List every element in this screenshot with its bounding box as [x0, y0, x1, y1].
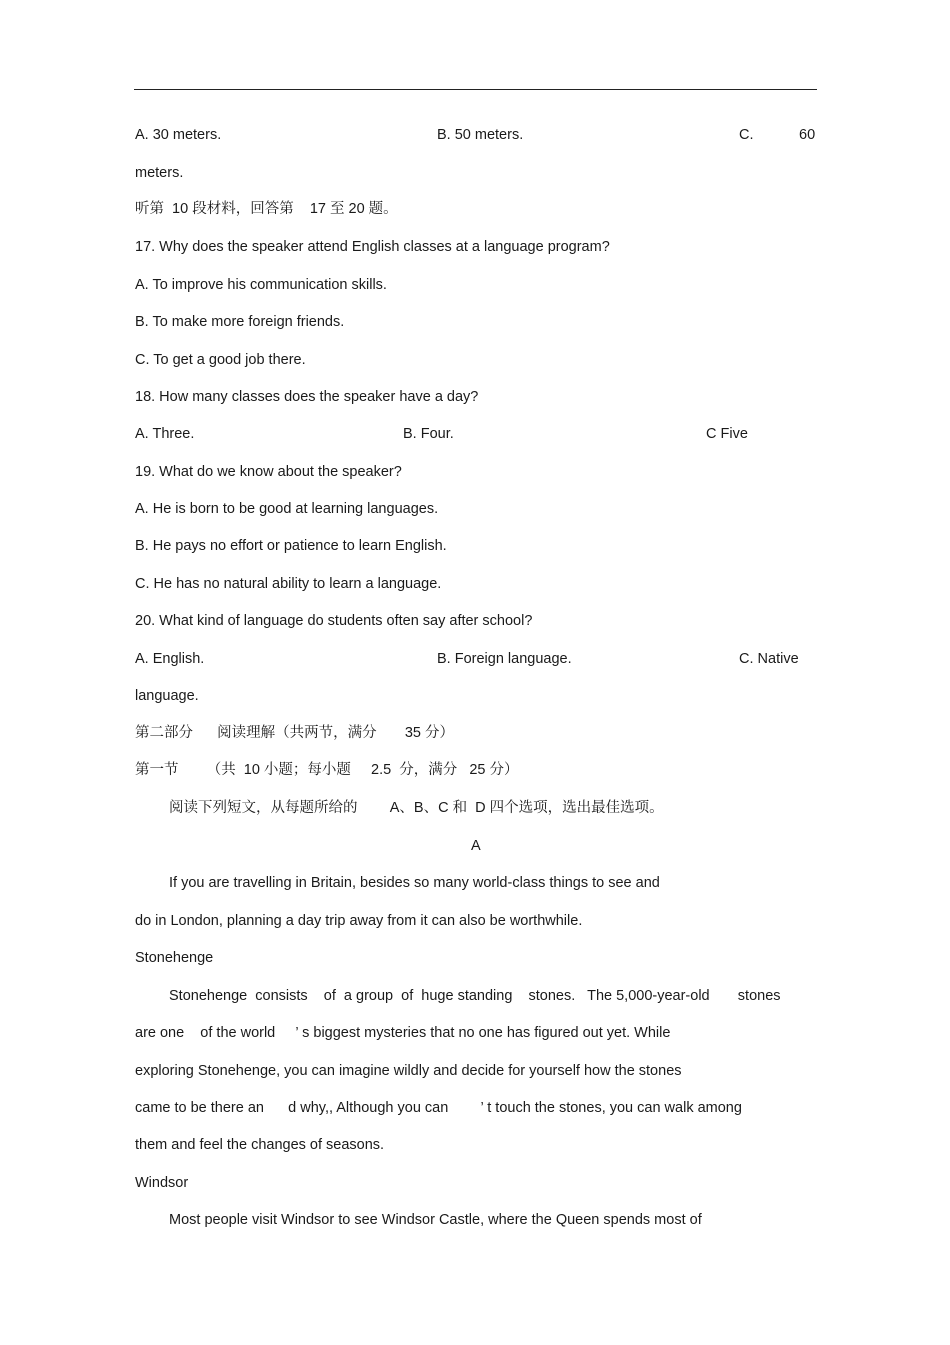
stonehenge-line-2: are one of the world ’ s biggest mysteries that no one has figured out yet. While: [135, 1025, 671, 1041]
q16-option-c: C.: [739, 127, 754, 143]
section1-instruction: 阅读下列短文，从每题所给的 A、B、C 和 D 四个选项，选出最佳选项。: [169, 800, 664, 816]
q17-option-a: A. To improve his communication skills.: [135, 277, 387, 293]
windsor-heading: Windsor: [135, 1175, 189, 1191]
windsor-line-1: Most people visit Windsor to see Windsor Castle, where the Queen spends most of: [169, 1212, 702, 1228]
stonehenge-heading: Stonehenge: [135, 950, 214, 966]
q16-option-c-value: 60: [799, 127, 816, 143]
stonehenge-line-1: Stonehenge consists of a group of huge standing stones. The 5,000-year-old stones: [169, 988, 781, 1004]
section10-instruction: 听第 10 段材料，回答第 17 至 20 题。: [135, 201, 398, 217]
q20-option-b: B. Foreign language.: [437, 651, 572, 667]
q18-option-a: A. Three.: [135, 426, 195, 442]
q17-option-c: C. To get a good job there.: [135, 352, 306, 368]
stonehenge-line-3: exploring Stonehenge, you can imagine wildly and decide for yourself how the stones: [135, 1063, 682, 1079]
q20-stem: 20. What kind of language do students often say after school?: [135, 613, 533, 629]
q16-option-c-wrap: meters.: [135, 165, 184, 181]
header-rule: [134, 89, 817, 90]
q19-option-c: C. He has no natural ability to learn a language.: [135, 576, 442, 592]
q19-option-a: A. He is born to be good at learning languages.: [135, 501, 439, 517]
q20-option-c: C. Native: [739, 651, 799, 667]
q20-option-c-wrap: language.: [135, 688, 199, 704]
part2-title: 第二部分 阅读理解（共两节，满分 35 分）: [135, 725, 455, 741]
stonehenge-line-4: came to be there an d why,, Although you can ’ t touch the stones, you can walk among: [135, 1100, 742, 1116]
q20-option-a: A. English.: [135, 651, 205, 667]
q18-stem: 18. How many classes does the speaker have a day?: [135, 389, 479, 405]
section1-title: 第一节 （共 10 小题；每小题 2.5 分，满分 25 分）: [135, 762, 519, 778]
passage-intro-line-2: do in London, planning a day trip away from it can also be worthwhile.: [135, 913, 583, 929]
q16-option-b: B. 50 meters.: [437, 127, 524, 143]
q16-option-a: A. 30 meters.: [135, 127, 222, 143]
passage-letter: A: [471, 838, 481, 854]
q18-option-b: B. Four.: [403, 426, 454, 442]
q18-option-c: C Five: [706, 426, 748, 442]
passage-intro-line-1: If you are travelling in Britain, besides so many world-class things to see and: [169, 875, 660, 891]
q19-stem: 19. What do we know about the speaker?: [135, 464, 402, 480]
q19-option-b: B. He pays no effort or patience to learn English.: [135, 538, 447, 554]
q17-stem: 17. Why does the speaker attend English classes at a language program?: [135, 239, 610, 255]
q17-option-b: B. To make more foreign friends.: [135, 314, 345, 330]
stonehenge-line-5: them and feel the changes of seasons.: [135, 1137, 385, 1153]
